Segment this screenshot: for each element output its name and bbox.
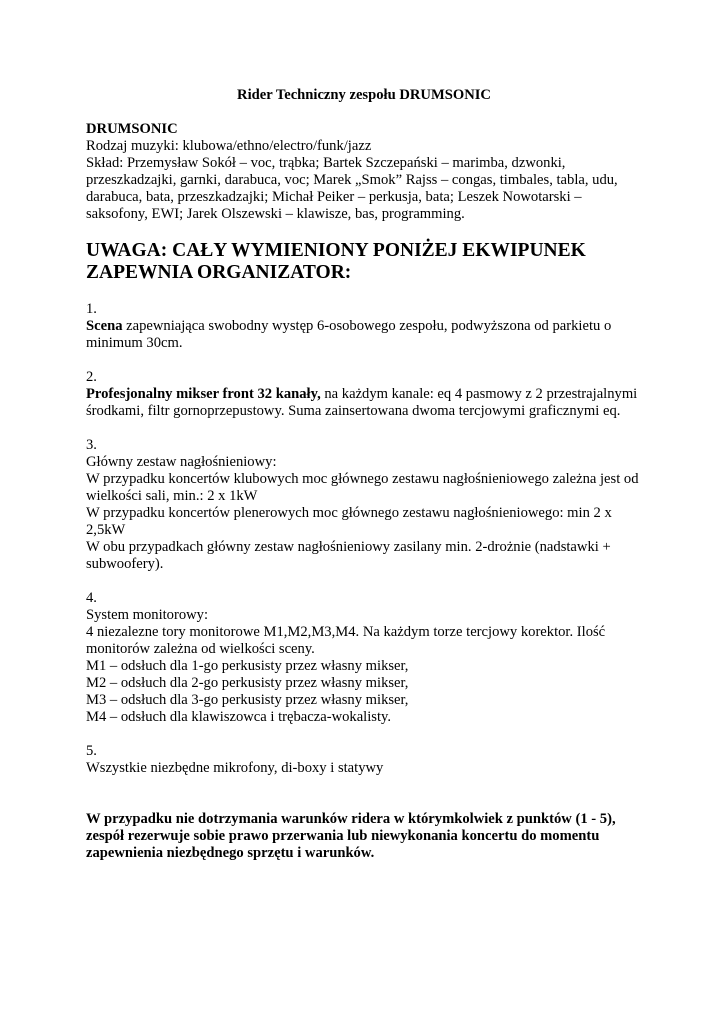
item-number: 3. [86, 437, 97, 453]
item-body-text: na każdym kanale: eq 4 pasmowy z 2 przestrajalnymi środkami, filtr gornoprzepustowy. Suma zainsertowana dwoma tercjowymi graficznymi eq. [86, 386, 638, 419]
item-line: W obu przypadkach główny zestaw nagłośnieniowy zasilany min. 2-drożnie (nadstawki + subwoofery). [86, 539, 611, 572]
item-line: Główny zestaw nagłośnieniowy: [86, 454, 277, 470]
item-bold-text: Profesjonalny mikser front 32 kanały, [86, 386, 321, 402]
item-4 [86, 590, 642, 726]
item-line: Wszystkie niezbędne mikrofony, di-boxy i statywy [86, 760, 384, 776]
item-3 [86, 437, 642, 573]
document-title: Rider Techniczny zespołu DRUMSONIC [237, 87, 491, 103]
item-number: 5. [86, 743, 97, 759]
band-genre: Rodzaj muzyki: klubowa/ethno/electro/funk/jazz [86, 138, 372, 154]
band-lineup: Skład: Przemysław Sokół – voc, trąbka; Bartek Szczepański – marimba, dzwonki, przeszkadzajki, garnki, darabuca, voc; Marek „Smok” Rajss – congas, timbales, tabla, udu, darabuca, bata, przeszkadzajki; Michał Peiker – perkusja, bata; Leszek Nowotarski – saksofony, EWI; Jarek Olszewski – klawisze, bas, programming. [86, 155, 618, 222]
item-line: System monitorowy: [86, 607, 209, 623]
item-line: W przypadku koncertów klubowych moc głównego zestawu nagłośnieniowego zależna jest od wielkości sali, min.: 2 x 1kW [86, 471, 639, 504]
document-page [86, 87, 642, 862]
item-text [86, 386, 642, 420]
item-number: 2. [86, 369, 97, 385]
item-number: 1. [86, 301, 97, 317]
item-line: M2 – odsłuch dla 2-go perkusisty przez własny mikser, [86, 675, 409, 691]
item-text [86, 318, 642, 352]
item-body-text: zapewniająca swobodny występ 6-osobowego zespołu, podwyższona od parkietu o minimum 30cm. [86, 318, 612, 351]
item-line: M1 – odsłuch dla 1-go perkusisty przez własny mikser, [86, 658, 409, 674]
band-name: DRUMSONIC [86, 121, 178, 137]
item-number: 4. [86, 590, 97, 606]
item-5 [86, 743, 642, 777]
final-note: W przypadku nie dotrzymania warunków ridera w którymkolwiek z punktów (1 - 5), zespół rezerwuje sobie prawo przerwania lub niewykonania koncertu do momentu zapewnienia niezbędnego sprzętu i warunków. [86, 811, 616, 861]
item-line: W przypadku koncertów plenerowych moc głównego zestawu nagłośnieniowego: min 2 x 2,5kW [86, 505, 612, 538]
item-line: M3 – odsłuch dla 3-go perkusisty przez własny mikser, [86, 692, 409, 708]
warning-heading: UWAGA: CAŁY WYMIENIONY PONIŻEJ EKWIPUNEK ZAPEWNIA ORGANIZATOR: [86, 240, 586, 283]
item-bold-text: Scena [86, 318, 123, 334]
band-info [86, 121, 642, 223]
item-line: 4 niezalezne tory monitorowe M1,M2,M3,M4. Na każdym torze tercjowy korektor. Ilość monitorów zależna od wielkości sceny. [86, 624, 606, 657]
item-1 [86, 301, 642, 352]
item-2 [86, 369, 642, 420]
item-line: M4 – odsłuch dla klawiszowca i trębacza-wokalisty. [86, 709, 392, 725]
